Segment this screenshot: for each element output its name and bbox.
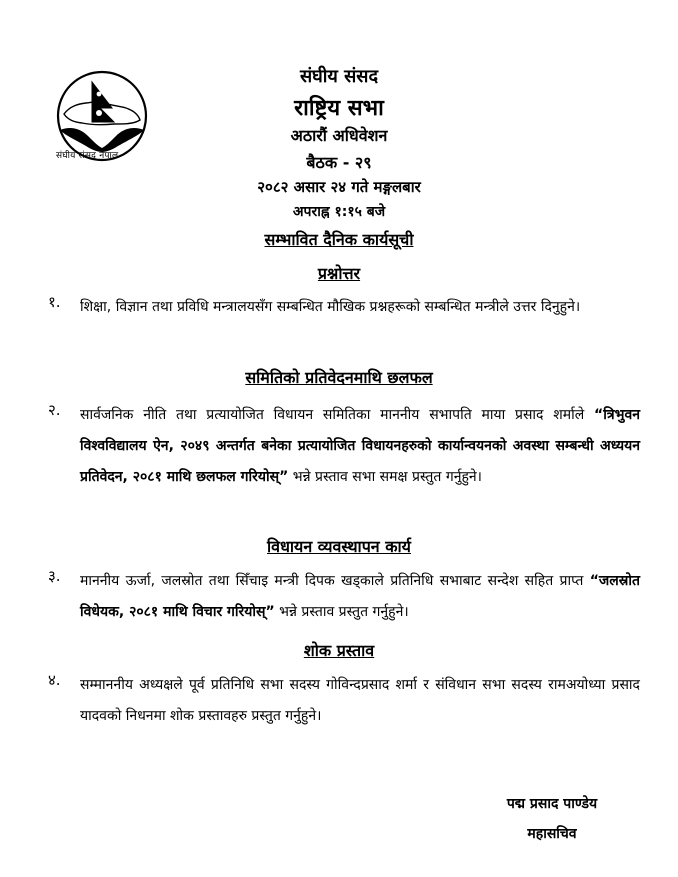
signatory-name: पद्म प्रसाद पाण्डेय bbox=[506, 796, 598, 812]
section-title-condolence: शोक प्रस्ताव bbox=[303, 641, 375, 660]
item-number: १. bbox=[48, 293, 61, 311]
section-title-committee-report: समितिको प्रतिवेदनमाथि छलफल bbox=[245, 368, 433, 387]
item-number: ३. bbox=[48, 567, 61, 585]
organization-name: संघीय संसद bbox=[299, 66, 379, 87]
meeting-number: बैठक - २९ bbox=[306, 153, 372, 172]
meeting-date: २०८२ असार २४ गते मङ्गलबार bbox=[257, 178, 421, 196]
item-text: शिक्षा, विज्ञान तथा प्रविधि मन्त्रालयसँग सम्बन्धित मौखिक प्रश्नहरूको सम्बन्धित मन्त्रीले उत्तर दिनुहुने। bbox=[80, 299, 581, 315]
agenda-item bbox=[48, 400, 640, 493]
section-title-legislation: विधायन व्यवस्थापन कार्य bbox=[267, 537, 411, 556]
item-text: सार्वजनिक नीति तथा प्रत्यायोजित विधायन समितिका माननीय सभापति माया प्रसाद शर्माले “त्रिभुवन विश्वविद्यालय ऐन, २०४९ अन्तर्गत बनेका प्रत्यायोजित विधायनहरुको कार्यान्वयनको अवस्था सम्बन्धी अध्ययन प्रतिवेदन, २०८१ माथि छलफल गरियोस्” भन्ने प्रस्ताव सभा समक्ष प्रस्तुत गर्नुहुने। bbox=[80, 407, 640, 485]
agenda-item bbox=[48, 566, 640, 628]
item-number: ४. bbox=[48, 671, 61, 689]
agenda-item bbox=[48, 292, 640, 323]
item-number: २. bbox=[48, 401, 61, 419]
agenda-title: सम्भावित दैनिक कार्यसूची bbox=[264, 230, 414, 249]
signatory-title: महासचिव bbox=[527, 826, 577, 842]
emblem-caption: संघीय संसद नेपाल bbox=[56, 151, 119, 161]
item-text: माननीय ऊर्जा, जलस्रोत तथा सिँचाइ मन्त्री दिपक खड्काले प्रतिनिधि सभाबाट सन्देश सहित प्राप्त “जलस्रोत विधेयक, २०८१ माथि विचार गरियोस्” भन्ने प्रस्ताव प्रस्तुत गर्नुहुने। bbox=[80, 573, 640, 620]
house-name: राष्ट्रिय सभा bbox=[294, 96, 384, 121]
item-text: सम्माननीय अध्यक्षले पूर्व प्रतिनिधि सभा सदस्य गोविन्दप्रसाद शर्मा र संविधान सभा सदस्य रामअयोध्या प्रसाद यादवको निधनमा शोक प्रस्तावहरु प्रस्तुत गर्नुहुने। bbox=[80, 677, 640, 724]
agenda-item bbox=[48, 670, 640, 732]
section-title-question-answer: प्रश्नोत्तर bbox=[317, 264, 361, 283]
session-label: अठारौं अधिवेशन bbox=[290, 126, 388, 145]
meeting-time: अपराह्न १:१५ बजे bbox=[292, 204, 386, 220]
